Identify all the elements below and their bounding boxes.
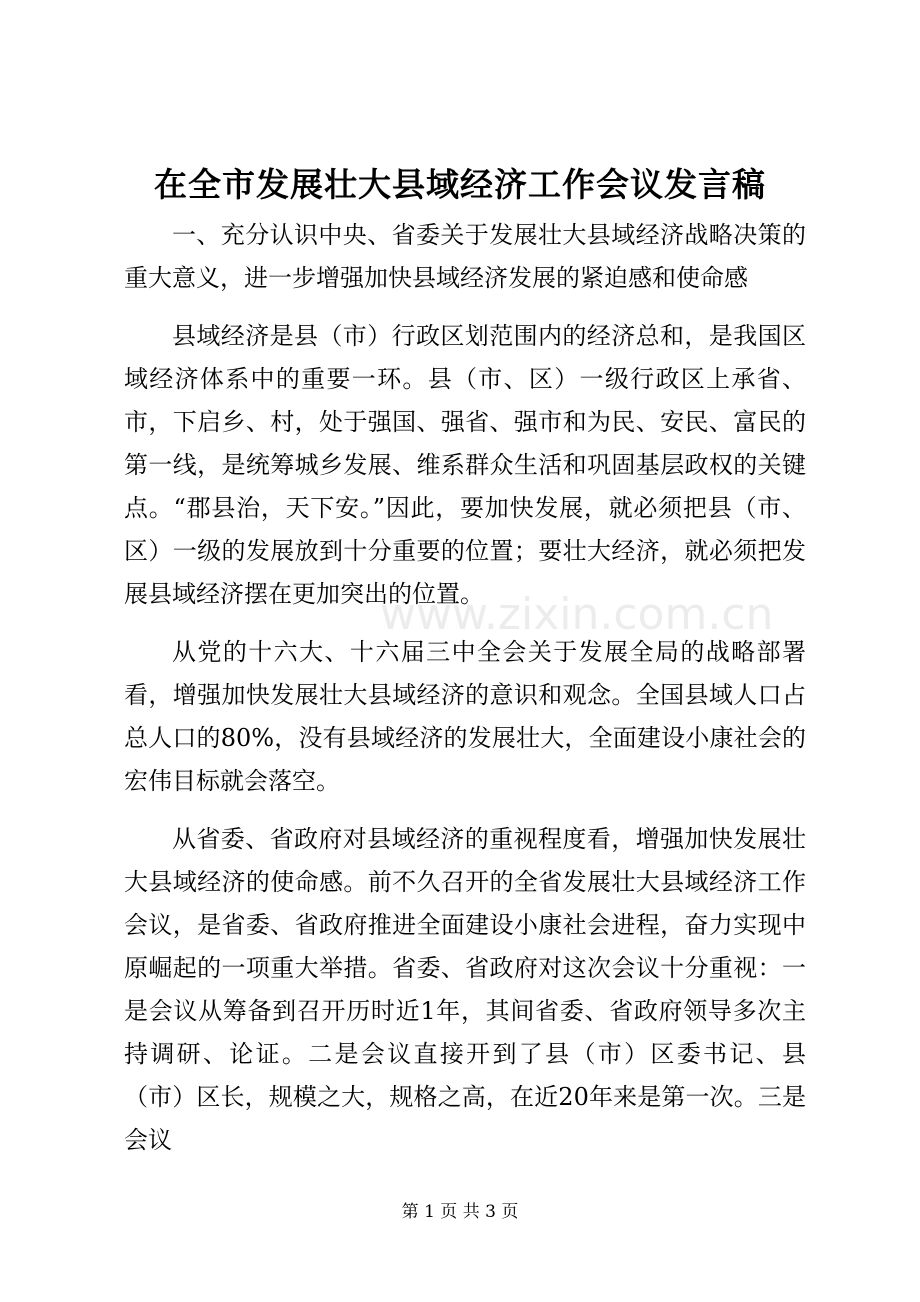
document-title: 在全市发展壮大县域经济工作会议发言稿 (154, 165, 766, 204)
body-paragraph: 从党的十六大、十六届三中全会关于发展全局的战略部署看，增强加快发展壮大县域经济的意识和观念。全国县域人口占总人口的80%，没有县域经济的发展壮大，全面建设小康社会的宏伟目标就会落空。 (124, 638, 806, 795)
watermark: www.zixin.com.cn (380, 589, 774, 640)
document-body (124, 214, 806, 1177)
section-heading-paragraph: 一、充分认识中央、省委关于发展壮大县域经济战略决策的重大意义，进一步增强加快县域经济发展的紧迫感和使命感 (124, 221, 806, 292)
body-paragraph: 从省委、省政府对县域经济的重视程度看，增强加快发展壮大县域经济的使命感。前不久召开的全省发展壮大县域经济工作会议，是省委、省政府推进全面建设小康社会进程，奋力实现中原崛起的一项重大举措。省委、省政府对这次会议十分重视：一是会议从筹备到召开历时近1年，其间省委、省政府领导多次主持调研、论证。二是会议直接开到了县（市）区委书记、县（市）区长，规模之大，规格之高，在近20年来是第一次。三是会议 (124, 825, 806, 1154)
body-paragraph: 县域经济是县（市）行政区划范围内的经济总和，是我国区域经济体系中的重要一环。县（市、区）一级行政区上承省、市，下启乡、村，处于强国、强省、强市和为民、安民、富民的第一线，是统筹城乡发展、维系群众生活和巩固基层政权的关键点。“郡县治，天下安。”因此，要加快发展，就必须把县（市、区）一级的发展放到十分重要的位置；要壮大经济，就必须把发展县域经济摆在更加突出的位置。 (124, 322, 806, 608)
page-footer: 第 1 页 共 3 页 (401, 1202, 519, 1222)
